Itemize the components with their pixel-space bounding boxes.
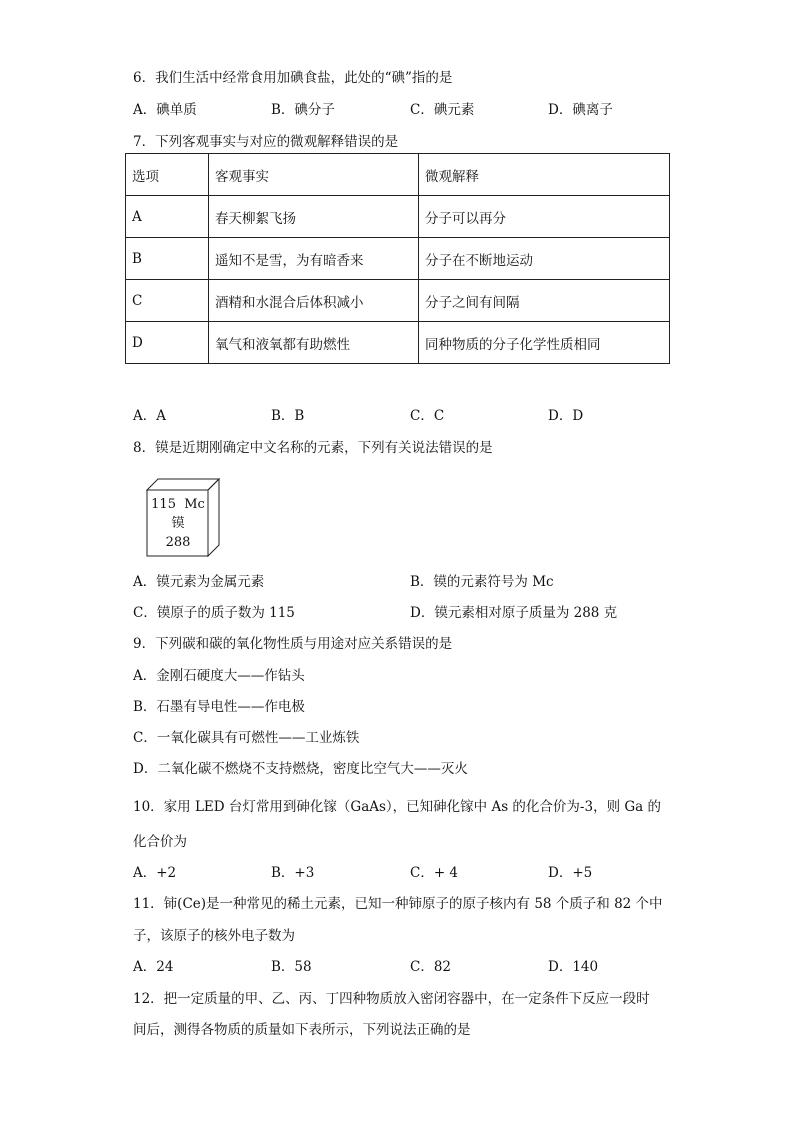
q11-option-c[interactable]: C．82 xyxy=(410,959,452,975)
table-row xyxy=(126,238,670,280)
table-cell: 氧气和液氧都有助燃性 xyxy=(209,322,419,364)
q9-option-a[interactable]: A．金刚石硬度大——作钻头 xyxy=(133,668,305,684)
table-cell: 分子在不断地运动 xyxy=(419,238,670,280)
table-header: 选项 xyxy=(126,154,209,196)
q7-option-c[interactable]: C．C xyxy=(410,408,445,424)
q6-stem: 6．我们生活中经常食用加碘食盐，此处的“碘”指的是 xyxy=(133,70,453,86)
element-number-symbol xyxy=(147,495,209,514)
table-cell: 分子可以再分 xyxy=(419,196,670,238)
table-header: 微观解释 xyxy=(419,154,670,196)
q6-option-d[interactable]: D．碘离子 xyxy=(548,102,613,118)
q9-option-b[interactable]: B．石墨有导电性——作电极 xyxy=(133,699,305,715)
table-row xyxy=(126,322,670,364)
element-symbol: Mc xyxy=(184,497,205,512)
q8-stem: 8．镆是近期刚确定中文名称的元素，下列有关说法错误的是 xyxy=(133,440,493,456)
q8-option-c[interactable]: C．镆原子的质子数为 115 xyxy=(133,605,295,621)
q8-option-d[interactable]: D．镆元素相对原子质量为 288 克 xyxy=(410,605,618,621)
q8-option-b[interactable]: B．镆的元素符号为 Mc xyxy=(410,574,554,590)
table-cell: 遥知不是雪，为有暗香来 xyxy=(209,238,419,280)
q9-option-c[interactable]: C．一氧化碳具有可燃性——工业炼铁 xyxy=(133,730,360,746)
q11-option-a[interactable]: A．24 xyxy=(133,959,174,975)
table-row xyxy=(126,196,670,238)
element-mass: 288 xyxy=(165,535,191,550)
q10-option-b[interactable]: B．+3 xyxy=(271,865,315,881)
q7-stem: 7．下列客观事实与对应的微观解释错误的是 xyxy=(133,134,399,150)
table-cell: 酒精和水混合后体积减小 xyxy=(209,280,419,322)
q9-option-d[interactable]: D．二氧化碳不燃烧不支持燃烧，密度比空气大——灭火 xyxy=(133,761,468,777)
q7-option-d[interactable]: D．D xyxy=(548,408,584,424)
q11-option-b[interactable]: B．58 xyxy=(271,959,312,975)
q12-stem-line2: 间后，测得各物质的质量如下表所示，下列说法正确的是 xyxy=(133,1022,471,1038)
q10-option-d[interactable]: D．+5 xyxy=(548,865,593,881)
q7-table xyxy=(125,153,670,364)
q10-option-c[interactable]: C．+ 4 xyxy=(410,865,459,881)
table-cell: C xyxy=(126,280,209,322)
element-card xyxy=(147,495,209,552)
table-cell: A xyxy=(126,196,209,238)
table-cell: 春天柳絮飞扬 xyxy=(209,196,419,238)
q11-stem-line1: 11．铈(Ce)是一种常见的稀土元素，已知一种铈原子的原子核内有 58 个质子和 82 个中 xyxy=(133,896,663,912)
table-cell: D xyxy=(126,322,209,364)
q11-option-d[interactable]: D．140 xyxy=(548,959,599,975)
q12-stem-line1: 12．把一定质量的甲、乙、丙、丁四种物质放入密闭容器中，在一定条件下反应一段时 xyxy=(133,991,650,1007)
element-number: 115 xyxy=(151,497,176,512)
table-row xyxy=(126,280,670,322)
q9-stem: 9．下列碳和碳的氧化物性质与用途对应关系错误的是 xyxy=(133,636,453,652)
q6-option-c[interactable]: C．碘元素 xyxy=(410,102,475,118)
element-name: 镆 xyxy=(171,516,185,531)
q8-option-a[interactable]: A．镆元素为金属元素 xyxy=(133,574,265,590)
q7-option-b[interactable]: B．B xyxy=(271,408,305,424)
table-header: 客观事实 xyxy=(209,154,419,196)
q10-stem-line2: 化合价为 xyxy=(133,834,187,850)
table-cell: 同种物质的分子化学性质相同 xyxy=(419,322,670,364)
q10-stem-line1: 10．家用 LED 台灯常用到砷化镓（GaAs），已知砷化镓中 As 的化合价为-3，则 Ga 的 xyxy=(133,799,661,815)
q7-option-a[interactable]: A．A xyxy=(133,408,166,424)
q6-option-a[interactable]: A．碘单质 xyxy=(133,102,197,118)
q11-stem-line2: 子，该原子的核外电子数为 xyxy=(133,928,295,944)
table-cell: 分子之间有间隔 xyxy=(419,280,670,322)
table-cell: B xyxy=(126,238,209,280)
q6-option-b[interactable]: B．碘分子 xyxy=(271,102,335,118)
table-header-row xyxy=(126,154,670,196)
q10-option-a[interactable]: A．+2 xyxy=(133,865,177,881)
